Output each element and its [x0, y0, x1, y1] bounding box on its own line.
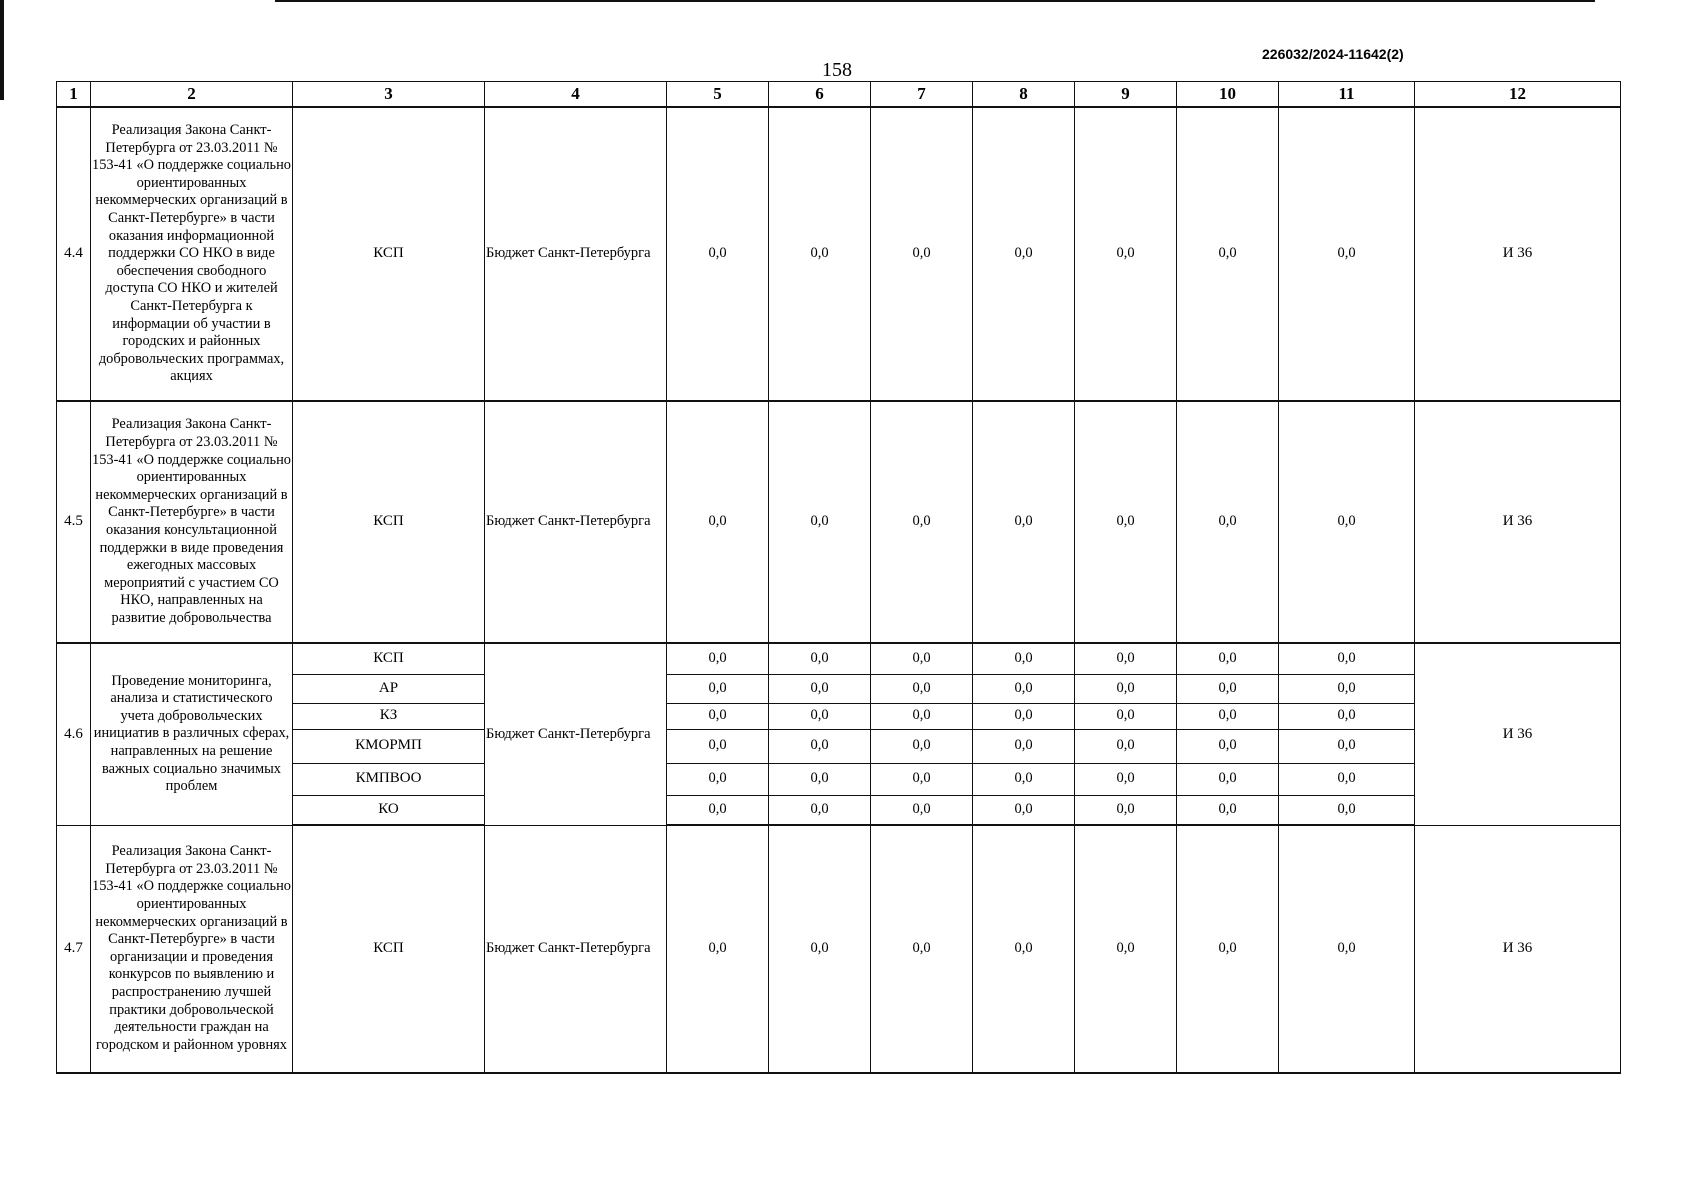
table-row — [57, 107, 1621, 401]
program-table — [56, 81, 1621, 1074]
table-row — [57, 825, 1621, 1073]
value-cell: 0,0 — [1177, 643, 1279, 674]
value-cell: 0,0 — [1075, 643, 1177, 674]
column-header: 9 — [1075, 82, 1177, 108]
value-cell: 0,0 — [973, 729, 1075, 763]
column-header: 1 — [57, 82, 91, 108]
value-cell: 0,0 — [871, 795, 973, 825]
value-cell: 0,0 — [667, 795, 769, 825]
top-rule — [275, 0, 1595, 2]
row-number: 4.4 — [57, 107, 91, 401]
table-row — [57, 643, 1621, 674]
column-header: 6 — [769, 82, 871, 108]
column-header: 5 — [667, 82, 769, 108]
value-cell: 0,0 — [1075, 825, 1177, 1073]
row-indicator: И 36 — [1415, 825, 1621, 1073]
row-indicator: И 36 — [1415, 401, 1621, 643]
value-cell: 0,0 — [667, 703, 769, 729]
row-funding-source: Бюджет Санкт-Петербурга — [485, 107, 667, 401]
column-header: 7 — [871, 82, 973, 108]
value-cell: 0,0 — [973, 795, 1075, 825]
value-cell: 0,0 — [769, 729, 871, 763]
header-row — [57, 82, 1621, 108]
row-executor: КСП — [293, 401, 485, 643]
value-cell: 0,0 — [871, 763, 973, 795]
row-description: Реализация Закона Санкт-Петербурга от 23.03.2011 № 153-41 «О поддержке социально ориентированных некоммерческих организаций в Санкт-Петербурге» в части оказания информационной поддержки СО НКО в виде обеспечения свободного доступа СО НКО и жителей Санкт-Петербурга к информации об участии в городских и районных добровольческих программах, акциях — [91, 107, 293, 401]
value-cell: 0,0 — [1075, 401, 1177, 643]
column-header: 4 — [485, 82, 667, 108]
value-cell: 0,0 — [1075, 763, 1177, 795]
row-indicator: И 36 — [1415, 107, 1621, 401]
value-cell: 0,0 — [1279, 674, 1415, 703]
value-cell: 0,0 — [973, 401, 1075, 643]
document-id: 226032/2024-11642(2) — [1262, 46, 1404, 62]
value-cell: 0,0 — [973, 674, 1075, 703]
value-cell: 0,0 — [1177, 795, 1279, 825]
value-cell: 0,0 — [1279, 401, 1415, 643]
value-cell: 0,0 — [667, 825, 769, 1073]
row-executor: КСП — [293, 107, 485, 401]
value-cell: 0,0 — [1177, 107, 1279, 401]
value-cell: 0,0 — [769, 703, 871, 729]
column-header: 11 — [1279, 82, 1415, 108]
value-cell: 0,0 — [1177, 763, 1279, 795]
value-cell: 0,0 — [973, 763, 1075, 795]
value-cell: 0,0 — [769, 825, 871, 1073]
value-cell: 0,0 — [667, 107, 769, 401]
value-cell: 0,0 — [1177, 825, 1279, 1073]
value-cell: 0,0 — [667, 674, 769, 703]
value-cell: 0,0 — [1177, 729, 1279, 763]
value-cell: 0,0 — [1279, 825, 1415, 1073]
value-cell: 0,0 — [769, 795, 871, 825]
value-cell: 0,0 — [871, 401, 973, 643]
value-cell: 0,0 — [1075, 674, 1177, 703]
value-cell: 0,0 — [1177, 674, 1279, 703]
value-cell: 0,0 — [1075, 729, 1177, 763]
row-number: 4.7 — [57, 825, 91, 1073]
table-row — [57, 401, 1621, 643]
column-header: 3 — [293, 82, 485, 108]
scan-edge — [0, 0, 4, 100]
row-funding-source: Бюджет Санкт-Петербурга — [485, 825, 667, 1073]
value-cell: 0,0 — [1177, 703, 1279, 729]
value-cell: 0,0 — [667, 763, 769, 795]
value-cell: 0,0 — [1075, 107, 1177, 401]
value-cell: 0,0 — [871, 729, 973, 763]
value-cell: 0,0 — [769, 763, 871, 795]
value-cell: 0,0 — [973, 107, 1075, 401]
value-cell: 0,0 — [1279, 703, 1415, 729]
row-executor: КМОРМП — [293, 729, 485, 763]
value-cell: 0,0 — [973, 825, 1075, 1073]
value-cell: 0,0 — [667, 401, 769, 643]
value-cell: 0,0 — [667, 643, 769, 674]
value-cell: 0,0 — [1279, 763, 1415, 795]
column-header: 8 — [973, 82, 1075, 108]
value-cell: 0,0 — [769, 107, 871, 401]
value-cell: 0,0 — [769, 643, 871, 674]
row-funding-source: Бюджет Санкт-Петербурга — [485, 643, 667, 825]
value-cell: 0,0 — [871, 703, 973, 729]
value-cell: 0,0 — [871, 107, 973, 401]
row-indicator: И 36 — [1415, 643, 1621, 825]
row-executor: КО — [293, 795, 485, 825]
value-cell: 0,0 — [871, 674, 973, 703]
row-description: Реализация Закона Санкт-Петербурга от 23.03.2011 № 153-41 «О поддержке социально ориентированных некоммерческих организаций в Санкт-Петербурге» в части оказания консультационной поддержки в виде проведения ежегодных массовых мероприятий с участием СО НКО, направленных на развитие добровольчества — [91, 401, 293, 643]
value-cell: 0,0 — [871, 643, 973, 674]
value-cell: 0,0 — [667, 729, 769, 763]
value-cell: 0,0 — [1279, 107, 1415, 401]
value-cell: 0,0 — [1279, 729, 1415, 763]
column-header: 10 — [1177, 82, 1279, 108]
value-cell: 0,0 — [1279, 643, 1415, 674]
row-description: Реализация Закона Санкт-Петербурга от 23.03.2011 № 153-41 «О поддержке социально ориентированных некоммерческих организаций в Санкт-Петербурге» в части организации и проведения конкурсов по выявлению и распространению лучшей практики добровольческой деятельности граждан на городском и районном уровнях — [91, 825, 293, 1073]
value-cell: 0,0 — [1075, 703, 1177, 729]
page-number: 158 — [822, 59, 852, 81]
value-cell: 0,0 — [1177, 401, 1279, 643]
row-executor: КЗ — [293, 703, 485, 729]
row-executor: АР — [293, 674, 485, 703]
value-cell: 0,0 — [973, 703, 1075, 729]
value-cell: 0,0 — [1075, 795, 1177, 825]
value-cell: 0,0 — [769, 401, 871, 643]
row-number: 4.5 — [57, 401, 91, 643]
value-cell: 0,0 — [871, 825, 973, 1073]
value-cell: 0,0 — [1279, 795, 1415, 825]
value-cell: 0,0 — [769, 674, 871, 703]
column-header: 12 — [1415, 82, 1621, 108]
value-cell: 0,0 — [973, 643, 1075, 674]
row-funding-source: Бюджет Санкт-Петербурга — [485, 401, 667, 643]
row-executor: КМПВОО — [293, 763, 485, 795]
row-executor: КСП — [293, 825, 485, 1073]
row-description: Проведение мониторинга, анализа и статистического учета добровольческих инициатив в различных сферах, направленных на решение важных социально значимых проблем — [91, 643, 293, 825]
column-header: 2 — [91, 82, 293, 108]
row-executor: КСП — [293, 643, 485, 674]
row-number: 4.6 — [57, 643, 91, 825]
